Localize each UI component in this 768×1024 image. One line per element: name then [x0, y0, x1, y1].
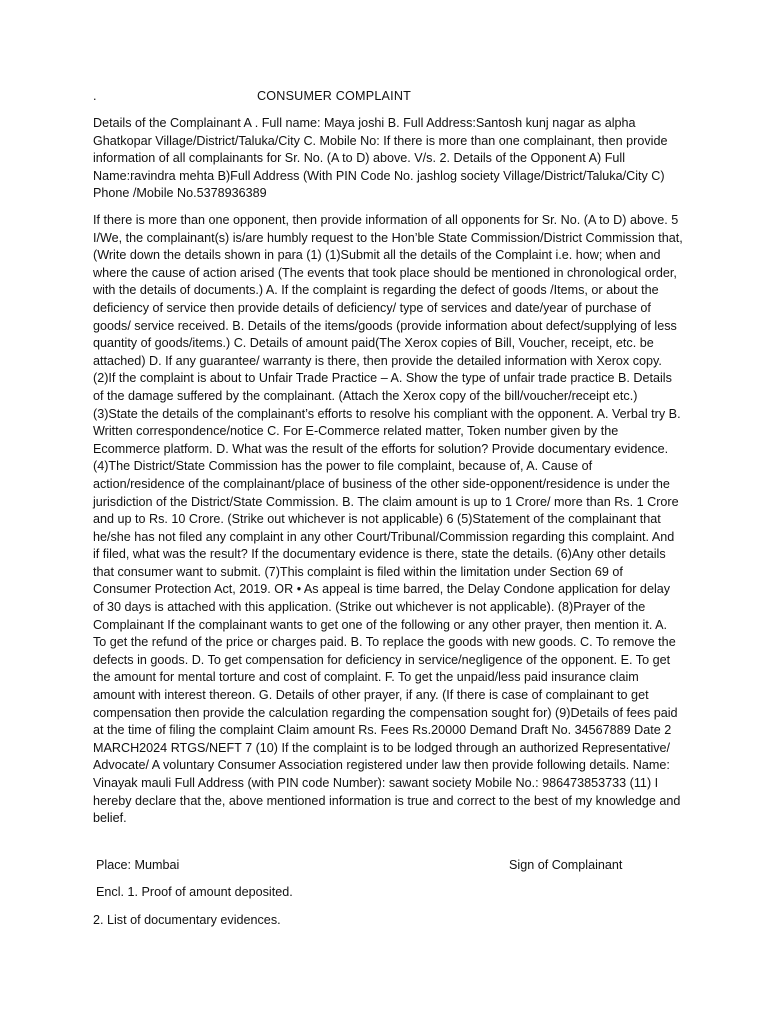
- complaint-body-paragraph: If there is more than one opponent, then provide information of all opponents for Sr. No. (A to D) above. 5 I/We, the complainant(s) is/are humbly request to the Hon’ble State Commission/District Commission that, (Write down the details shown in para (1) (1)Submit all the details of the Complaint i.e. how; when and where the cause of action arised (The events that took place should be mentioned in chronological order, with the details of documents.) A. If the complaint is regarding the defect of goods /Items, or about the deficiency of service then provide details of deficiency/ type of services and date/year of purchase of goods/ service received. B. Details of the items/goods (provide information about defect/supplying of less quantity of goods/items.) C. Details of amount paid(The Xerox copies of Bill, Voucher, receipt, etc. be attached) D. If any guarantee/ warranty is there, then provide the detailed information with Xerox copy. (2)If the complaint is about to Unfair Trade Practice – A. Show the type of unfair trade practice B. Details of the damage suffered by the complainant. (Attach the Xerox copy of the bill/voucher/receipt etc.) (3)State the details of the complainant’s efforts to resolve his compliant with the opponent. A. Verbal try B. Written correspondence/notice C. For E-Commerce related matter, Token number given by the Ecommerce platform. D. What was the result of the efforts for solution? Provide documentary evidence. (4)The District/State Commission has the power to file complaint, because of, A. Cause of action/residence of the complainant/place of business of the other side-opponent/residence is under the jurisdiction of the District/State Commission. B. The claim amount is up to 1 Crore/ more than Rs. 1 Crore and up to Rs. 10 Crore. (Strike out whichever is not applicable) 6 (5)Statement of the complainant that he/she has not filed any complaint in any other Court/Tribunal/Commission regarding this complaint. And if filed, what was the result? If the documentary evidence is there, state the details. (6)Any other details that consumer want to submit. (7)This complaint is filed within the limitation under Section 69 of Consumer Protection Act, 2019. OR • As appeal is time barred, the Delay Condone application for delay of 30 days is attached with this application. (Strike out whichever is not applicable). (8)Prayer of the Complainant If the complainant wants to get one of the following or any other prayer, then mention it. A. To get the refund of the price or charges paid. B. To replace the goods with new goods. C. To remove the defects in goods. D. To get compensation for deficiency in service/negligence of the opponent. E. To get the amount for mental torture and cost of complaint. F. To get the unpaid/less paid insurance claim amount with interest thereon. G. Details of other prayer, if any. (If there is case of complainant to get compensation then provide the calculation regarding the compensation sought for) (9)Details of fees paid at the time of filing the complaint Claim amount Rs. Fees Rs.20000 Demand Draft No. 34567889 Date 2 MARCH2024 RTGS/NEFT 7 (10) If the complaint is to be lodged through an authorized Representative/ Advocate/ A voluntary Consumer Association registered under law then provide following details. Name: Vinayak mauli Full Address (with PIN code Number): sawant society Mobile No.: 986473853733 (11) I hereby declare that the, above mentioned information is true and correct to the best of my knowledge and belief.: [93, 213, 683, 826]
- place-label: Place: Mumbai: [96, 858, 180, 872]
- enclosure-2: 2. List of documentary evidences.: [93, 913, 281, 927]
- leading-mark: .: [93, 89, 97, 103]
- enclosure-1: Encl. 1. Proof of amount deposited.: [96, 885, 293, 899]
- page-title: CONSUMER COMPLAINT: [257, 89, 412, 103]
- signature-label: Sign of Complainant: [509, 858, 623, 872]
- complainant-details-paragraph: Details of the Complainant A . Full name: Maya joshi B. Full Address:Santosh kunj nagar as alpha Ghatkopar Village/District/Taluka/City C. Mobile No: If there is more than one complainant, then provide information of all complainants for Sr. No. (A to D) above. V/s. 2. Details of the Opponent A) Full Name:ravindra mehta B)Full Address (With PIN Code No. jashlog society Village/District/Taluka/City C) Phone /Mobile No.5378936389: [93, 116, 668, 201]
